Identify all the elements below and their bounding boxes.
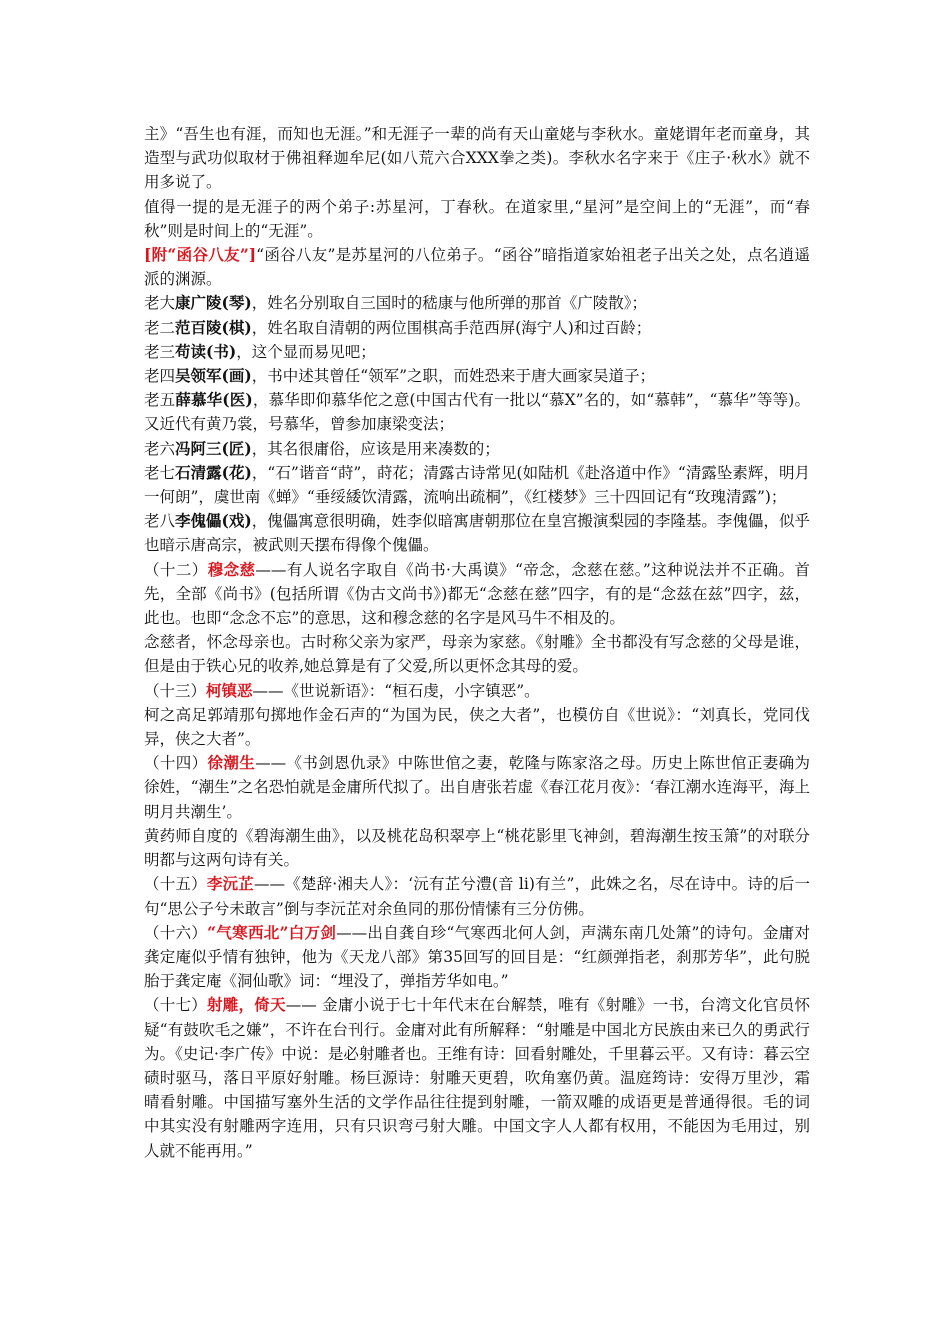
section-title: “气寒西北”白万剑	[207, 922, 337, 942]
person-name: 李傀儡(戏)	[175, 511, 252, 531]
paragraph: （十六）“气寒西北”白万剑——出自龚自珍“气寒西北何人剑，声满东南几处箫”的诗句。金庸对龚定庵似乎情有独钟，他为《天龙八部》第35回写的回目是：“红颜弹指老，刹那芳华”，此句脱胎于龚定庵《洞仙歌》词：“埋没了，弹指芳华如电。”	[144, 922, 810, 991]
section-title: 穆念慈	[207, 559, 256, 579]
paragraph: 柯之高足郭靖那句掷地作金石声的“为国为民，侠之大者”，也模仿自《世说》：“刘真长，党同伐异，侠之大者”。	[144, 705, 810, 749]
paragraph: （十三）柯镇恶——《世说新语》：“桓石虔，小字镇恶”。	[144, 680, 540, 700]
paragraph: [附“函谷八友”]“函谷八友”是苏星河的八位弟子。“函谷”暗指道家始祖老子出关之处，点名逍遥派的渊源。	[144, 245, 811, 289]
section-heading: [附“函谷八友”]	[144, 245, 257, 265]
list-item: 老八李傀儡(戏)，傀儡寓意很明确，姓李似暗寓唐朝那位在皇宫搬演梨园的李隆基。李傀儡，似乎也暗示唐高宗，被武则天摆布得像个傀儡。	[144, 511, 810, 555]
section-title: 柯镇恶	[206, 680, 253, 700]
person-name: 吴领军(画)	[175, 366, 252, 386]
paragraph: （十五）李沅芷——《楚辞·湘夫人》：‘沅有芷兮澧(音 li)有兰”，此姝之名，尽在诗中。诗的后一句“思公子兮未敢言”倒与李沅芷对余鱼同的那份情愫有三分仿佛。	[144, 874, 810, 918]
paragraph: 主》“吾生也有涯，而知也无涯。”和无涯子一辈的尚有天山童姥与李秋水。童姥谓年老而童身，其造型与武功似取材于佛祖释迦牟尼(如八荒六合XXX拳之类)。李秋水名字来于《庄子·秋水》就不用多说了。	[144, 125, 810, 192]
paragraph: 黄药师自度的《碧海潮生曲》，以及桃花岛积翠亭上“桃花影里飞神剑，碧海潮生按玉箫”的对联分明都与这两句诗有关。	[144, 826, 810, 870]
list-item: 老二范百陵(棋)，姓名取自清朝的两位围棋高手范西屏(海宁人)和过百龄；	[144, 317, 652, 337]
list-item: 老五薛慕华(医)，慕华即仰慕华佗之意(中国古代有一批以“慕X”名的，如“慕韩”，“慕华”等等)。又近代有黄乃裳，号慕华，曾参加康梁变法；	[144, 390, 810, 434]
list-item: 老三苟读(书)，这个显而易见吧；	[144, 341, 376, 361]
document-body	[144, 122, 810, 1163]
section-title: 徐潮生	[207, 753, 256, 773]
person-name: 苟读(书)	[175, 341, 237, 361]
section-title: 李沅芷	[206, 874, 254, 894]
paragraph: 值得一提的是无涯子的两个弟子:苏星河，丁春秋。在道家里,“星河”是空间上的“无涯”，而“春秋”则是时间上的“无涯”。	[144, 197, 810, 240]
list-item: 老四吴领军(画)，书中述其曾任“领军”之职，而姓恐来于唐大画家吴道子；	[144, 366, 656, 386]
person-name: 范百陵(棋)	[175, 317, 252, 337]
person-name: 冯阿三(匠)	[175, 438, 252, 458]
list-item: 老大康广陵(琴)，姓名分别取自三国时的嵇康与他所弹的那首《广陵散》；	[144, 293, 647, 313]
list-item: 老六冯阿三(匠)，其名很庸俗，应该是用来凑数的；	[144, 438, 500, 458]
person-name: 石清露(花)	[175, 462, 252, 482]
paragraph: 念慈者，怀念母亲也。古时称父亲为家严，母亲为家慈。《射雕》全书都没有写念慈的父母是谁，但是由于铁心兄的收养,她总算是有了父爱,所以更怀念其母的爱。	[144, 633, 810, 676]
paragraph: （十四）徐潮生——《书剑恩仇录》中陈世倌之妻，乾隆与陈家洛之母。历史上陈世倌正妻确为徐姓，“潮生”之名恐怕就是金庸所代拟了。出自唐张若虚《春江花月夜》：‘春江潮水连海平，海上明月共潮生’。	[144, 753, 810, 821]
paragraph: （十二）穆念慈——有人说名字取自《尚书·大禹谟》“帝念，念慈在慈。”这种说法并不正确。首先，全部《尚书》(包括所谓《伪古文尚书》)都无“念慈在慈”四字，有的是“念兹在兹”四字，兹，此也。也即“念念不忘”的意思，这和穆念慈的名字是风马牛不相及的。	[144, 559, 810, 628]
person-name: 康广陵(琴)	[175, 293, 252, 313]
person-name: 薛慕华(医)	[175, 390, 253, 410]
list-item: 老七石清露(花)，“石”谐音“莳”，莳花；清露古诗常见(如陆机《赴洛道中作》“清露坠素辉，明月一何朗”，虞世南《蝉》“垂绥緌饮清露，流响出疏桐”，《红楼梦》三十四回记有“玫瑰清露”)；	[144, 462, 810, 507]
section-title: 射雕，倚天	[207, 995, 286, 1015]
paragraph: （十七）射雕，倚天—— 金庸小说于七十年代末在台解禁，唯有《射雕》一书，台湾文化官员怀疑“有鼓吹毛之嫌”，不许在台刊行。金庸对此有所解释：“射雕是中国北方民族由来已久的勇武行为。《史记·李广传》中说：是必射雕者也。王维有诗：回看射雕处，千里暮云平。又有诗：暮云空碛时驱马，落日平原好射雕。杨巨源诗：射雕天更碧，吹角塞仍黄。温庭筠诗：安得万里沙，霜晴看射雕。中国描写塞外生活的文学作品往往提到射雕，一箭双雕的成语更是普通得很。毛的词中其实没有射雕两字连用，只有只识弯弓射大雕。中国文字人人都有权用，不能因为毛用过，别人就不能再用。”	[144, 995, 810, 1160]
